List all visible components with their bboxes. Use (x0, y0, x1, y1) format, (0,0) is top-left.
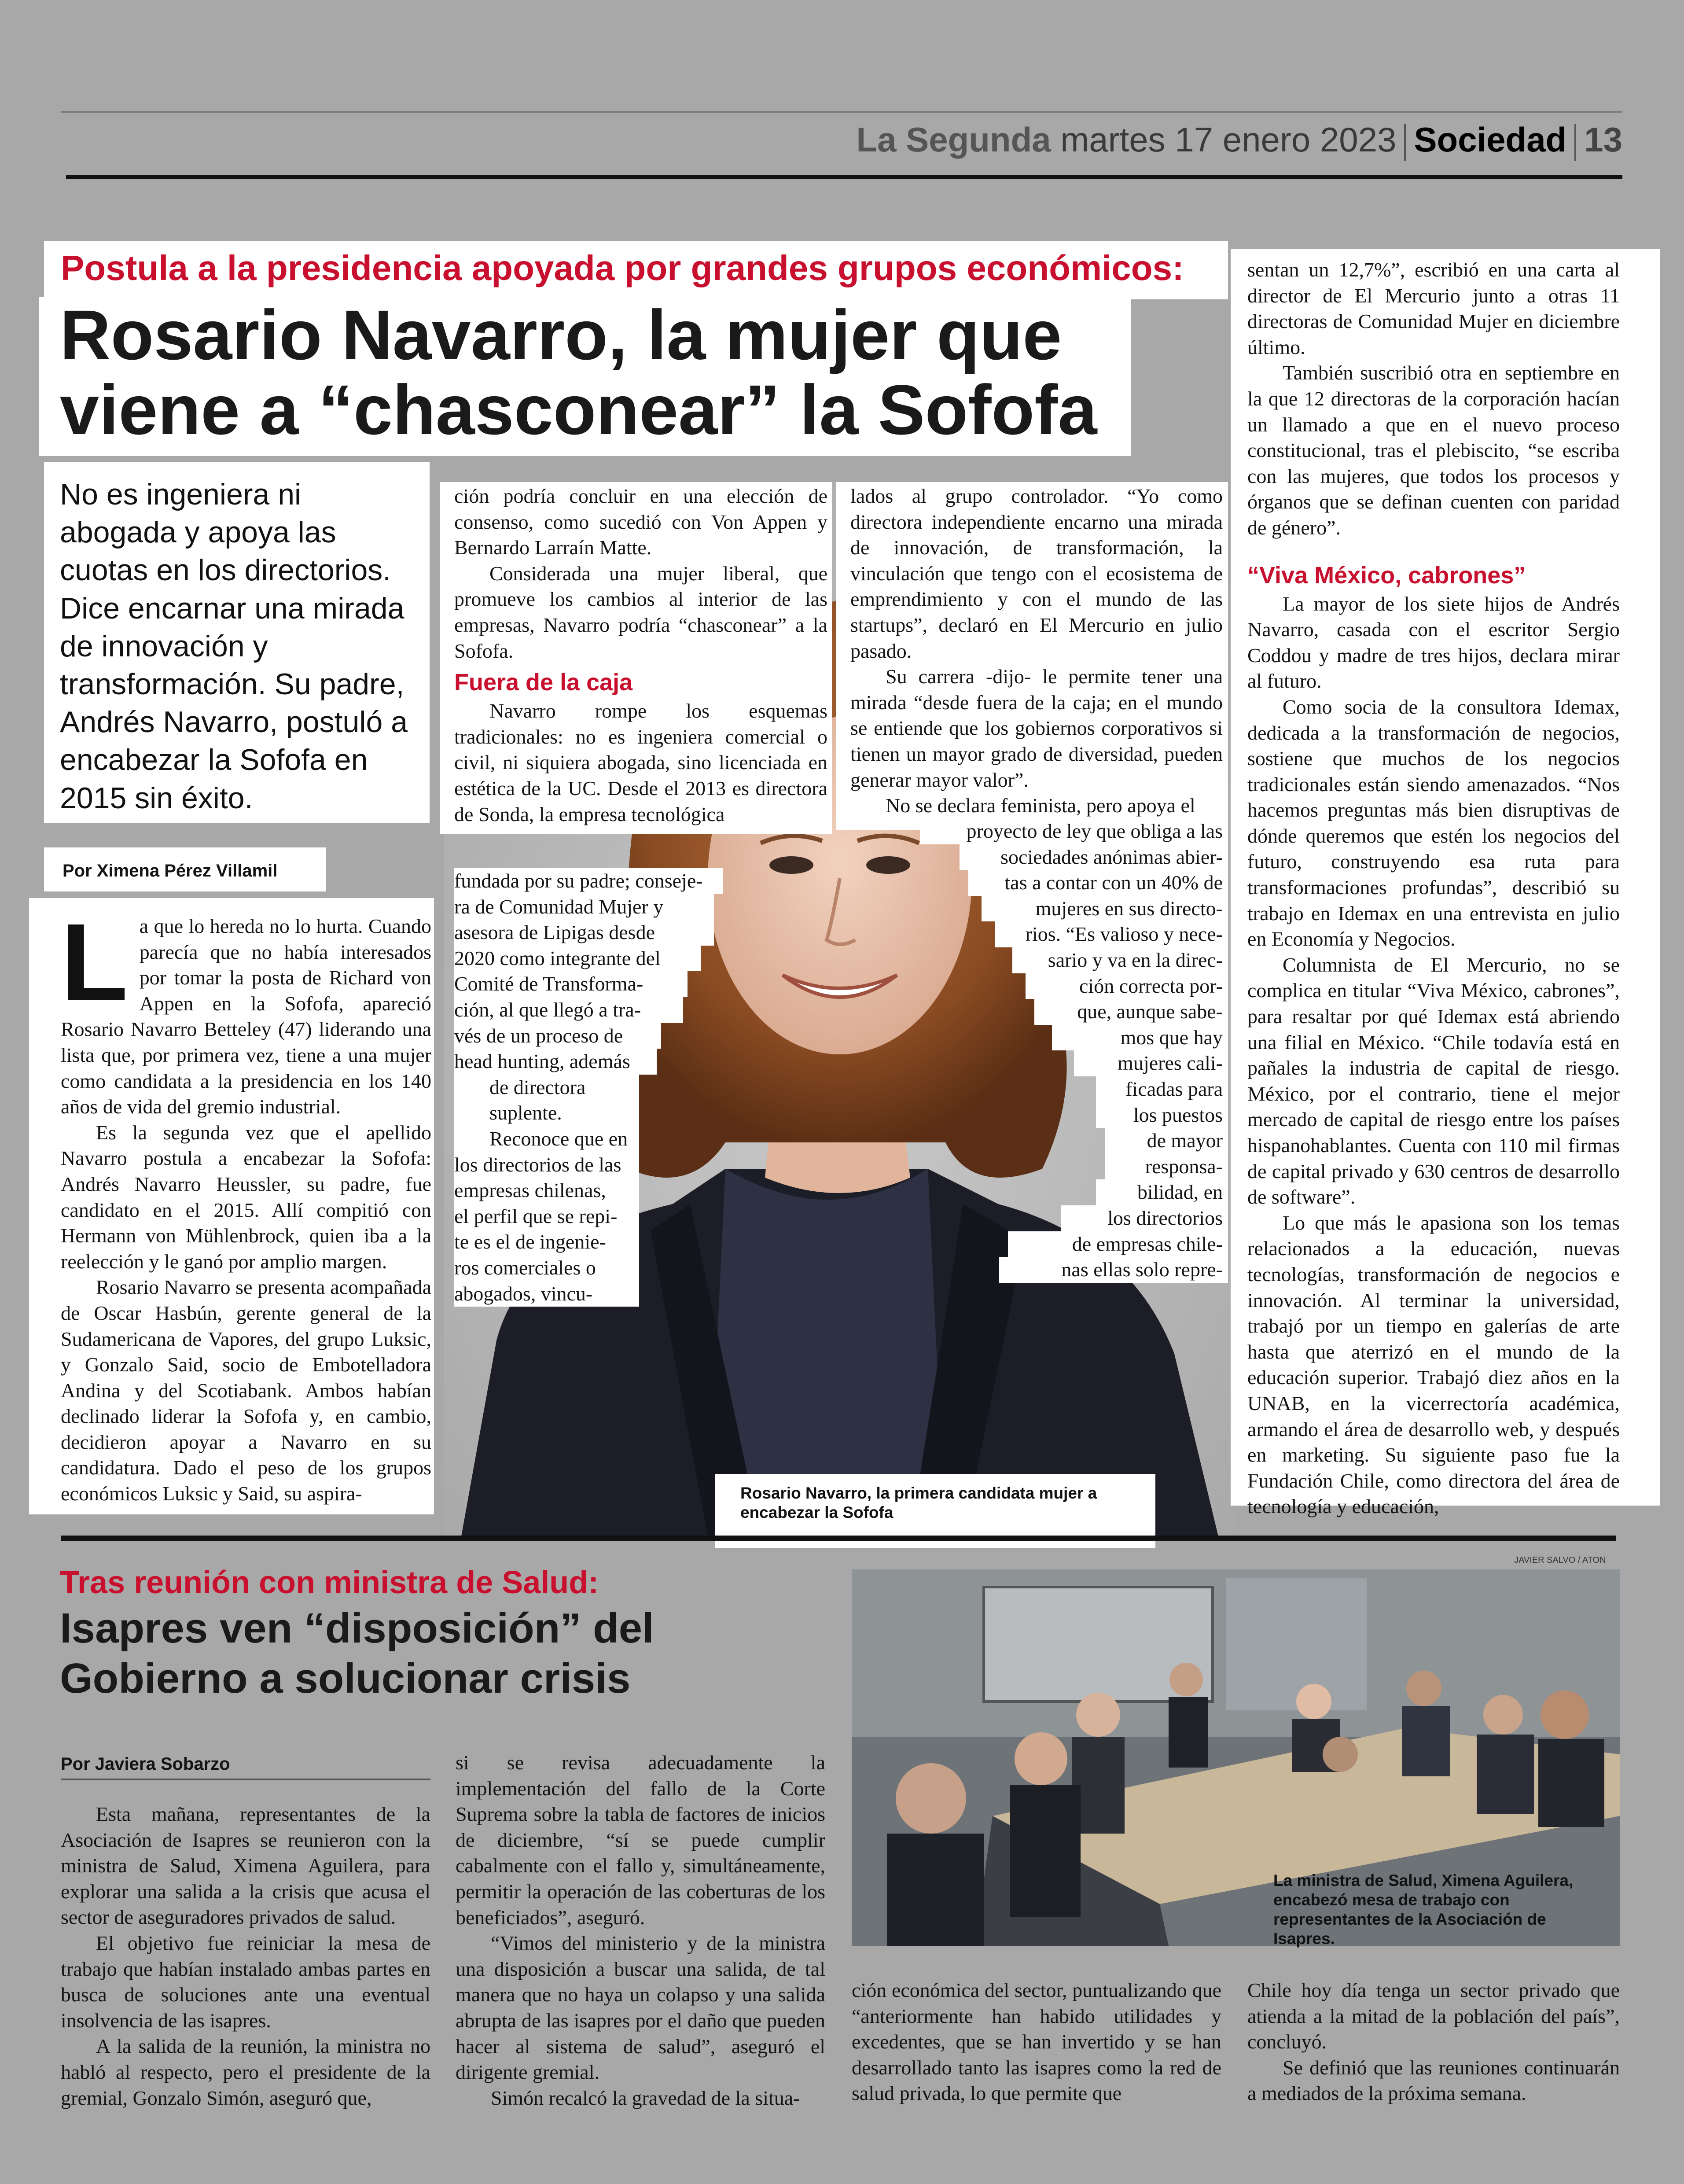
text-line: los puestos (1096, 1102, 1228, 1128)
text-line: Comité de Transforma- (454, 971, 688, 997)
masthead-separator (1404, 124, 1406, 161)
text-line: que, aunque sabe- (1034, 999, 1228, 1025)
article1-col2-top (454, 483, 827, 827)
body-paragraph: Su carrera -dijo- le permite tener una mirada “desde fuera de la caja; en el mundo se entiende que los gobiernos corporativos si tienen un mayor grado de diversidad, pueden generar mayor valor”. (850, 665, 1223, 791)
text-line: de mayor (1105, 1128, 1228, 1154)
masthead (748, 115, 1622, 164)
body-paragraph: No se declara feminista, pero apoya el (886, 794, 1195, 817)
text-line: los directorios de las (454, 1152, 639, 1178)
body-paragraph: El objetivo fue reiniciar la mesa de trabajo que habían instalado ambas partes en busca de soluciones ante una eventual insolvencia de las isapres. (61, 1931, 430, 2032)
drop-cap: L (61, 901, 128, 1024)
body-paragraph: Esta mañana, representantes de la Asociación de Isapres se reunieron con la ministra de Salud, Ximena Aguilera, para explorar una salida a la crisis que acusa el sector de aseguradores privados de salud. (61, 1803, 430, 1929)
text-line: rios. “Es valioso y nece- (995, 921, 1228, 947)
article2-byline: Por Javiera Sobarzo (61, 1754, 230, 1774)
headline-line-1: Rosario Navarro, la mujer que (60, 295, 1062, 374)
header-bottom-rule (66, 175, 1622, 179)
text-line: vés de un proceso de (454, 1023, 661, 1049)
text-line: mos que hay (1052, 1025, 1228, 1051)
article1-col4 (1247, 257, 1620, 1520)
subheading-viva-mexico: “Viva México, cabrones” (1247, 562, 1526, 589)
article2-col4 (1247, 1978, 1620, 2107)
text-line: Reconoce que en (454, 1126, 639, 1152)
article1-byline: Por Ximena Pérez Villamil (63, 861, 278, 880)
body-paragraph: Rosario Navarro se presenta acompañada de Oscar Hasbún, gerente general de la Sudamericana de Vapores, del grupo Luksic, y Gonzalo Said, socio de Embotelladora Andina y del Scotiabank. Ambos habían declinado liderar la Sofofa y, en cambio, decidieron apoyar a Navarro en su candidatura. Dado el peso de los grupos económicos Luksic y Said, su aspira- (61, 1276, 431, 1505)
text-line: ficadas para (1096, 1076, 1228, 1102)
body-paragraph: lados al grupo controlador. “Yo como directora independiente encarno una mirada de innovación, de transformación, la vinculación que tengo con el ecosistema de emprendimiento y con el mundo de las startups”, declaró en El Mercurio en julio pasado. (850, 485, 1223, 662)
body-paragraph: A la salida de la reunión, la ministra no habló al respecto, pero el presidente de la gremial, Gonzalo Simón, aseguró que, (61, 2035, 430, 2109)
text-line: head hunting, además (454, 1049, 657, 1075)
body-paragraph: “Vimos del ministerio y de la ministra una disposición a buscar una salida, de tal manera que no haya un colapso y una salida abrupta de las isapres por el daño que pueden hacer al sistema de salud”, aseguró el dirigente gremial. (456, 1932, 825, 2084)
article2-headline (60, 1603, 852, 1704)
article1-col3-wrap (836, 818, 1228, 1283)
body-paragraph: Es la segunda vez que el apellido Navarro postula a encabezar la Sofofa: Andrés Navarro Heussler, su padre, fue candidato en el 2015. Allí compitió con Hermann von Mühlenbrock, quien iba a la reelección y le ganó por amplio margen. (61, 1121, 431, 1273)
article1-headline (60, 295, 1129, 449)
text-line: proyecto de ley que obliga a las (920, 818, 1228, 844)
article2-col1 (61, 1801, 430, 2111)
article1-lead: No es ingeniera ni abogada y apoya las cuotas en los directorios. Dice encarnar una mirada de innovación y transformación. Su padre, Andrés Navarro, postuló a encabezar la Sofofa en 2015 sin éxito. (60, 478, 408, 815)
text-line: asesora de Lipigas desde (454, 920, 714, 946)
page-number: 13 (1584, 120, 1622, 159)
text-line: mujeres cali- (1074, 1050, 1228, 1076)
body-paragraph: sentan un 12,7%”, escribió en una carta al director de El Mercurio junto a otras 11 directoras de Comunidad Mujer en diciembre último. (1247, 258, 1620, 358)
photo-credit: JAVIER SALVO / ATON (1514, 1555, 1606, 1565)
body-paragraph: Considerada una mujer liberal, que promueve los cambios al interior de las empresas, Navarro podría “chasconear” a la Sofofa. (454, 562, 827, 662)
text-line: ra de Comunidad Mujer y (454, 894, 714, 920)
article1-kicker: Postula a la presidencia apoyada por grandes grupos económicos: (61, 248, 1184, 287)
headline-line-1: Isapres ven “disposición” del (60, 1605, 654, 1652)
text-line: 2020 como integrante del (454, 946, 701, 972)
issue-date: martes 17 enero 2023 (1060, 120, 1397, 159)
photo-caption: Rosario Navarro, la primera candidata mujer a encabezar la Sofofa (740, 1484, 1097, 1521)
text-line: el perfil que se repi- (454, 1204, 639, 1230)
meeting-photo-caption: La ministra de Salud, Ximena Aguilera, encabezó mesa de trabajo con representantes de la Asociación de Isapres. (1273, 1871, 1574, 1948)
article2-col3 (852, 1978, 1221, 2107)
text-line: nas ellas solo repre- (999, 1257, 1228, 1283)
body-paragraph: Simón recalcó la gravedad de la situa- (491, 2086, 800, 2109)
text-line: ros comerciales o (454, 1255, 639, 1281)
body-paragraph: si se revisa adecuadamente la implementación del fallo de la Corte Suprema sobre la tabla de factores de inicios de diciembre, “sí se puede cumplir cabalmente con el fallo y, simultáneamente, permitir la operación de las coberturas de los beneficiados”, aseguró. (456, 1751, 825, 1929)
body-paragraph: Se definió que las reuniones continuarán a mediados de la próxima semana. (1247, 2056, 1620, 2105)
article1-col3-top (850, 483, 1223, 819)
header-top-rule (61, 111, 1622, 113)
article1-col2-wrap (454, 868, 828, 1307)
text-line: sociedades anónimas abier- (960, 844, 1228, 870)
section-divider (61, 1536, 1616, 1541)
body-paragraph: Como socia de la consultora Idemax, dedicada a la transformación de negocios, sostiene que muchos de los negocios tradicionales están siendo amenazados. “Nos hacemos preguntas más bien disruptivas de dónde queremos que estén los negocios del futuro, construyendo esa ruta para transformaciones profundas”, describió su trabajo en Idemax en una entrevista en julio en Economía y Negocios. (1247, 695, 1620, 950)
byline-rule (61, 1779, 430, 1780)
body-paragraph: ción económica del sector, puntualizando que “anteriormente han habido utilidades y excedentes, que se han invertido y se han desarrollado tanto las isapres como la red de salud privada, lo que permite que (852, 1979, 1221, 2105)
text-line: de directora suplente. (454, 1075, 639, 1126)
body-paragraph: Navarro rompe los esquemas tradicionales: no es ingeniera comercial o civil, ni siquiera abogada, sino licenciada en estética de la UC. Desde el 2013 es directora de Sonda, la empresa tecnológica (454, 700, 827, 825)
text-line: ción, al que llegó a tra- (454, 997, 683, 1023)
subheading-fuera-de-la-caja: Fuera de la caja (454, 669, 633, 696)
body-paragraph: La mayor de los siete hijos de Andrés Navarro, casada con el escritor Sergio Coddou y madre de tres hijos, declara mirar al futuro. (1247, 592, 1620, 692)
text-line: mujeres en sus directo- (982, 896, 1228, 922)
text-line: de empresas chile- (1008, 1231, 1228, 1257)
text-line: ción correcta por- (1026, 973, 1228, 999)
text-line: responsa- (1105, 1154, 1228, 1180)
article2-kicker: Tras reunión con ministra de Salud: (60, 1565, 599, 1600)
article2-col2 (456, 1750, 825, 2111)
body-paragraph: ción podría concluir en una elección de consenso, como sucedió con Von Appen y Bernardo Larraín Matte. (454, 485, 827, 559)
body-paragraph: Lo que más le apasiona son los temas relacionados a la educación, nuevas tecnologías, transformación de negocios e innovación. Al terminar la universidad, trabajó por un tiempo en galerías de arte hasta que aterrizó en el mundo de la educación superior. Trabajó diez años en la UNAB, en la vicerrectoría académica, armando el área de desarrollo web, y después en marketing. Su siguiente paso fue la Fundación Chile, como directora del área de tecnología y educación, (1247, 1211, 1620, 1518)
text-line: te es el de ingenie- (454, 1229, 639, 1255)
text-line: los directorios (1061, 1205, 1228, 1231)
body-paragraph: Chile hoy día tenga un sector privado que atienda a la mitad de la población del país”, concluyó. (1247, 1979, 1620, 2053)
section-name: Sociedad (1414, 120, 1567, 159)
body-paragraph: a que lo hereda no lo hurta. Cuando parecía que no había interesados por tomar la posta de Richard von Appen en la Sofofa, apareció Rosario Navarro Betteley (47) liderando una lista que, por primera vez, tiene a una mujer como candidata a la presidencia en los 140 años de vida del gremio industrial. (61, 915, 431, 1118)
headline-line-2: viene a “chasconear” la Sofofa (60, 370, 1097, 449)
headline-line-2: Gobierno a solucionar crisis (60, 1655, 631, 1702)
text-line: fundada por su padre; conseje- (454, 868, 723, 894)
masthead-separator (1574, 124, 1576, 161)
body-paragraph: También suscribió otra en septiembre en la que 12 directoras de la corporación hacían un llamado a que en el nuevo proceso constitucional, tras el plebiscito, “se escriba con las mujeres, que todos los procesos y órganos que se definan cuenten con paridad de género”. (1247, 361, 1620, 539)
text-line: empresas chilenas, (454, 1178, 639, 1204)
text-line: abogados, vincu- (454, 1281, 639, 1307)
body-paragraph: Columnista de El Mercurio, no se complica en titular “Viva México, cabrones”, para resaltar por qué Idemax está abriendo una filial en México. “Chile todavía está en pañales la industria de capital de riesgo. México, por el contrario, tiene el mejor mercado de capital de riesgo entre los países hispanohablantes. Cuenta con 110 mil firmas de capital privado y 630 centros de desarrollo de software”. (1247, 953, 1620, 1208)
text-line: tas a contar con un 40% de (968, 870, 1228, 896)
paper-name: La Segunda (856, 120, 1051, 159)
text-line: bilidad, en (1096, 1179, 1228, 1205)
text-line: sario y va en la direc- (1012, 947, 1228, 973)
article1-col1 (61, 901, 431, 1507)
